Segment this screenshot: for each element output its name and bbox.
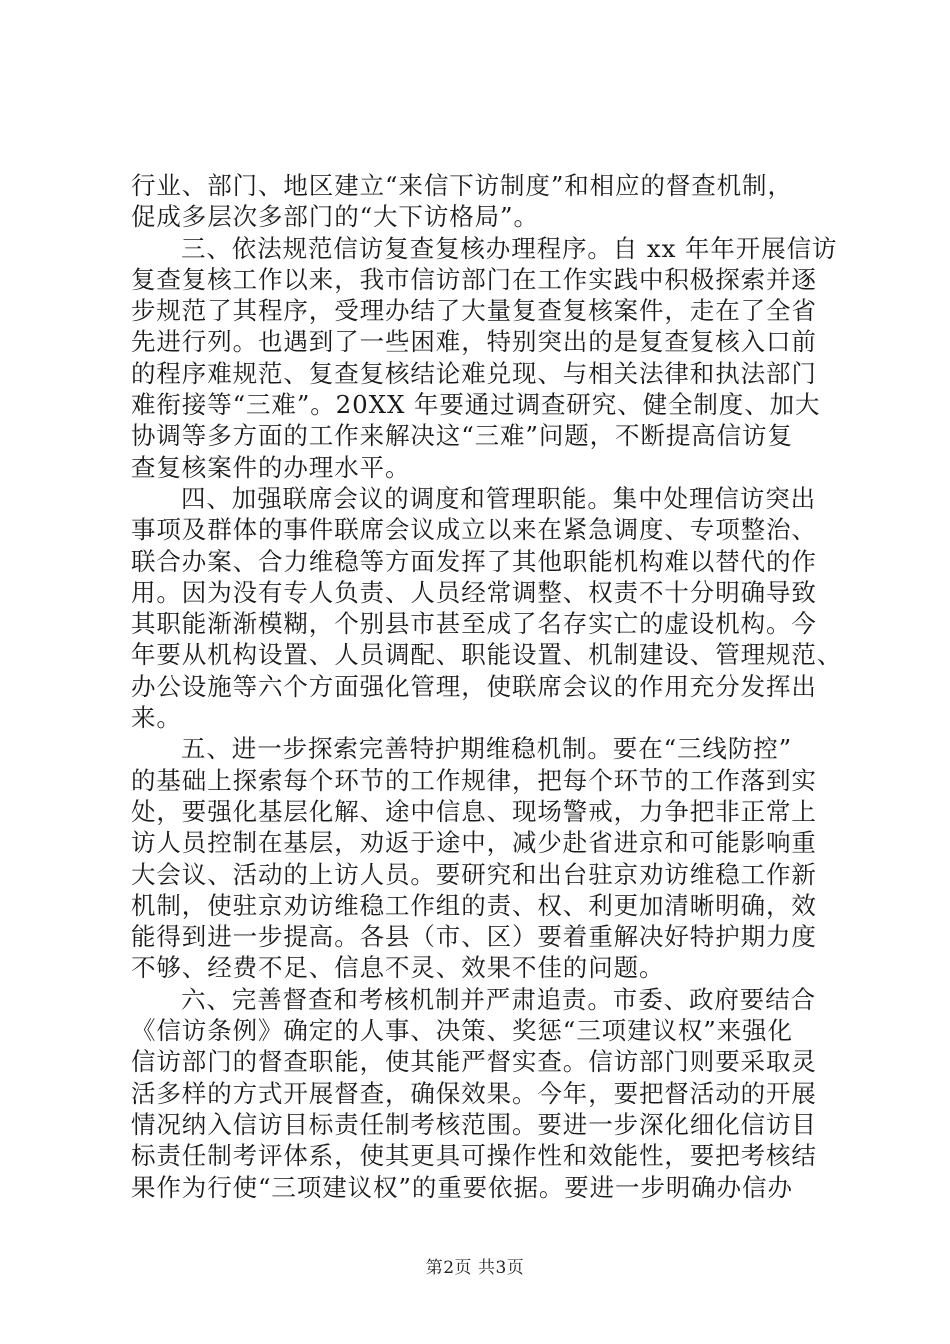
- section-heading-line: 五、进一步探索完善特护期维稳机制。要在“三线防控”: [181, 734, 793, 764]
- text-line: 不够、经费不足、信息不灵、效果不佳的问题。: [131, 953, 665, 983]
- text-line: 复查复核工作以来，我市信访部门在工作实践中积极探索并逐: [131, 264, 817, 294]
- text-line: 其职能渐渐模糊，个别县市甚至成了名存实亡的虚设机构。今: [131, 609, 817, 639]
- text-line: 访人员控制在基层，劝返于途中，减少赴省进京和可能影响重: [131, 828, 817, 858]
- text-line: 机制，使驻京劝访维稳工作组的责、权、利更加清晰明确，效: [131, 890, 817, 920]
- text-line: 大会议、活动的上访人员。要研究和出台驻京劝访维稳工作新: [131, 859, 817, 889]
- text-line: 事项及群体的事件联席会议成立以来在紧急调度、专项整治、: [131, 515, 817, 545]
- text-line: 处，要强化基层化解、途中信息、现场警戒，力争把非正常上: [131, 796, 817, 826]
- page-number-footer: 第2页 共3页: [425, 1258, 525, 1278]
- text-line: 促成多层次多部门的“大下访格局”。: [131, 202, 539, 232]
- text-line: 先进行列。也遇到了一些困难，特别突出的是复查复核入口前: [131, 327, 817, 357]
- text-line: 协调等多方面的工作来解决这“三难”问题，不断提高信访复: [131, 421, 793, 451]
- text-line: 行业、部门、地区建立“来信下访制度”和相应的督查机制，: [131, 171, 793, 200]
- text-line: 难衔接等“三难”。20XX 年要通过调查研究、健全制度、加大: [131, 390, 821, 420]
- section-heading-line: 四、加强联席会议的调度和管理职能。集中处理信访突出: [181, 483, 816, 513]
- document-body: [131, 170, 843, 1203]
- text-line: 联合办案、合力维稳等方面发挥了其他职能机构难以替代的作: [131, 546, 817, 576]
- text-line: 标责任制考评体系，使其更具可操作性和效能性，要把考核结: [131, 1141, 817, 1171]
- text-line: 能得到进一步提高。各县（市、区）要着重解决好特护期力度: [131, 922, 817, 952]
- text-line: 来。: [131, 703, 182, 733]
- text-line: 信访部门的督查职能，使其能严督实查。信访部门则要采取灵: [131, 1047, 817, 1077]
- text-line: 情况纳入信访目标责任制考核范围。要进一步深化细化信访目: [131, 1109, 817, 1139]
- text-line: 查复核案件的办理水平。: [131, 452, 411, 482]
- text-line: 办公设施等六个方面强化管理，使联席会议的作用充分发挥出: [131, 671, 817, 701]
- text-line: 用。因为没有专人负责、人员经常调整、权责不十分明确导致: [131, 577, 817, 607]
- text-line: 的程序难规范、复查复核结论难兑现、与相关法律和执法部门: [131, 358, 817, 388]
- text-line: 果作为行使“三项建议权”的重要依据。要进一步明确办信办: [131, 1172, 793, 1202]
- text-line: 活多样的方式开展督查，确保效果。今年，要把督活动的开展: [131, 1078, 817, 1108]
- text-line: 《信访条例》确定的人事、决策、奖惩“三项建议权”来强化: [131, 1016, 793, 1046]
- section-heading-line: 六、完善督查和考核机制并严肃追责。市委、政府要结合: [181, 984, 816, 1014]
- text-line: 步规范了其程序，受理办结了大量复查复核案件，走在了全省: [131, 296, 817, 326]
- text-line: 的基础上探索每个环节的工作规律，把每个环节的工作落到实: [131, 765, 817, 795]
- text-line: 年要从机构设置、人员调配、职能设置、机制建设、管理规范、: [131, 640, 843, 670]
- section-heading-line: 三、依法规范信访复查复核办理程序。自 xx 年年开展信访: [181, 233, 838, 263]
